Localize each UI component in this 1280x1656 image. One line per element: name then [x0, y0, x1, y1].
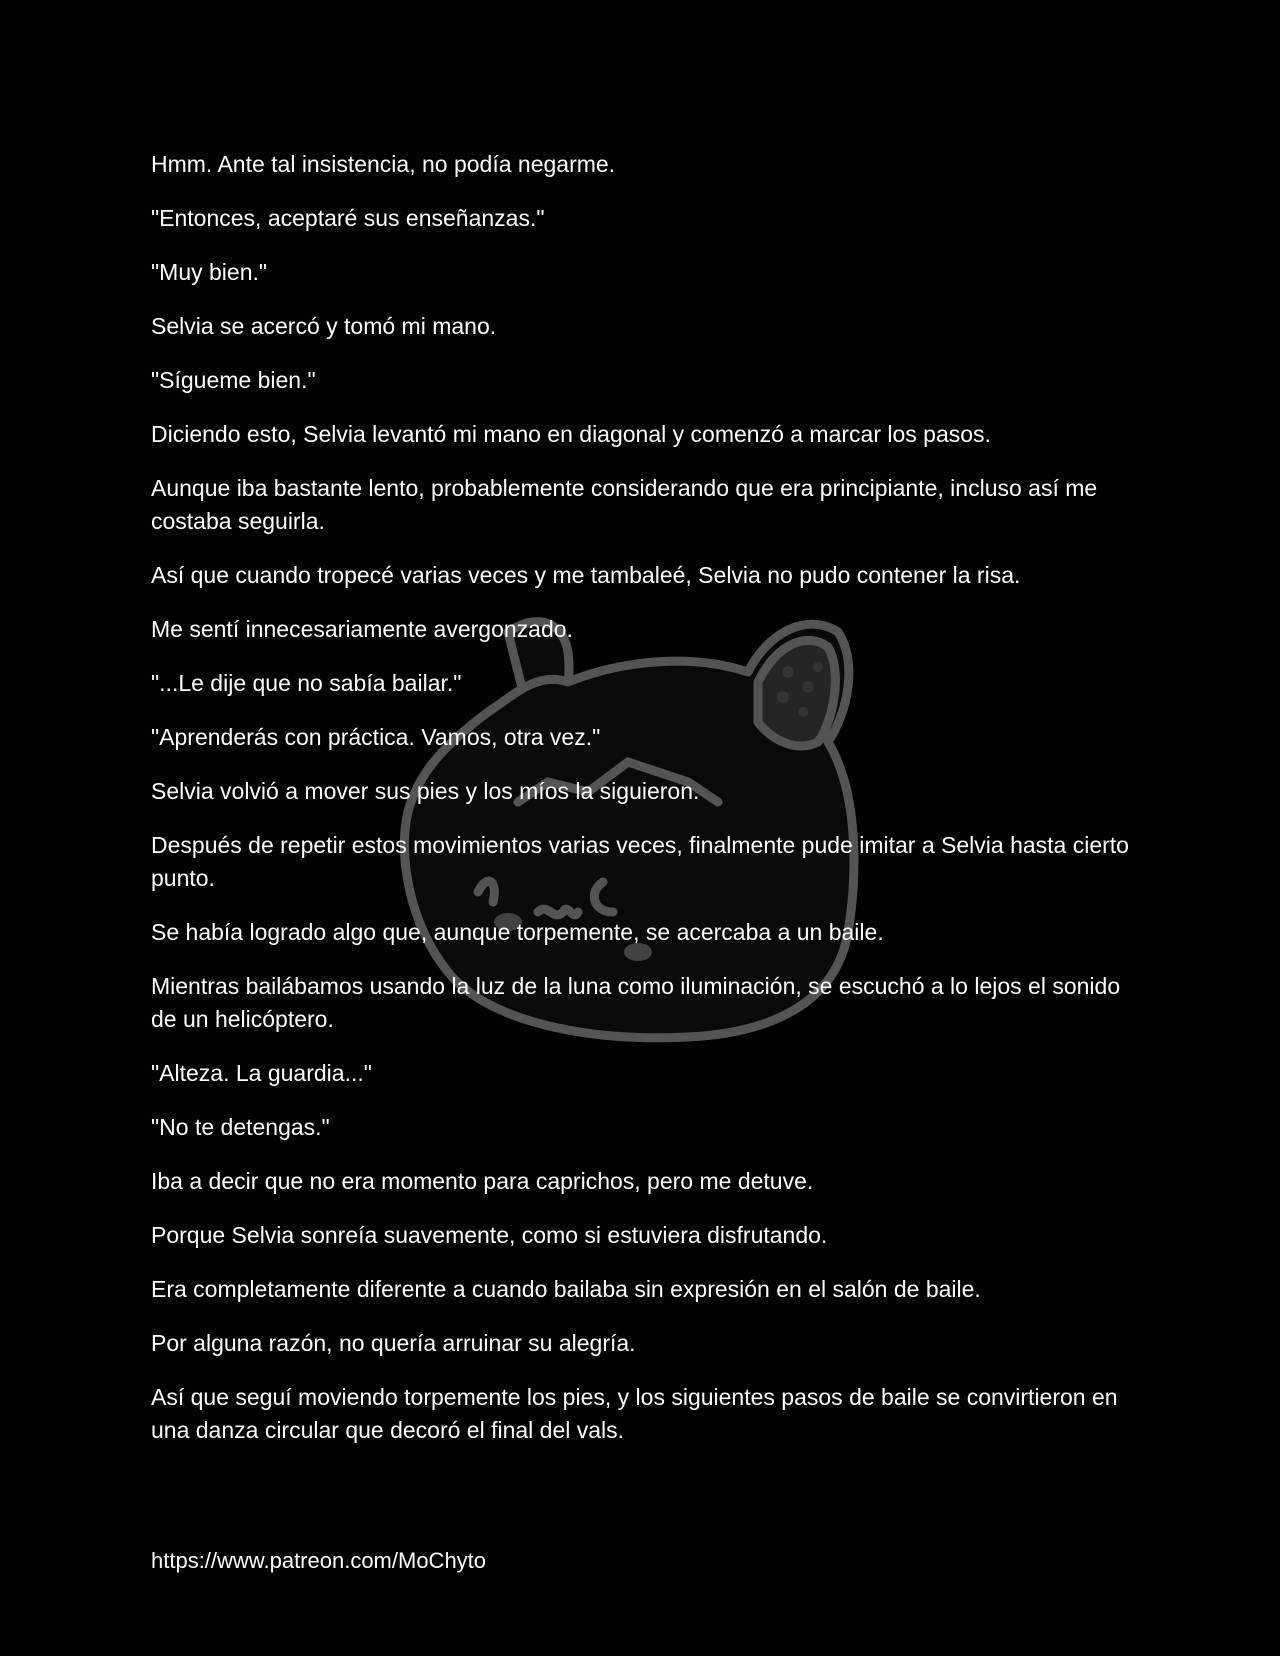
- paragraph: "No te detengas.": [151, 1114, 330, 1140]
- paragraph: Así que cuando tropecé varias veces y me tambaleé, Selvia no pudo contener la risa.: [151, 562, 1021, 588]
- patreon-link[interactable]: https://www.patreon.com/MoChyto: [151, 1548, 487, 1573]
- paragraph: Se había logrado algo que, aunque torpemente, se acercaba a un baile.: [151, 919, 884, 945]
- paragraph: "...Le dije que no sabía bailar.": [151, 670, 462, 696]
- paragraph: Hmm. Ante tal insistencia, no podía negarme.: [151, 151, 616, 177]
- paragraph: Por alguna razón, no quería arruinar su alegría.: [151, 1330, 636, 1356]
- paragraph: Aunque iba bastante lento, probablemente considerando que era principiante, incluso así me costaba seguirla.: [151, 475, 1098, 534]
- paragraph: "Alteza. La guardia...": [151, 1060, 372, 1086]
- paragraph: Así que seguí moviendo torpemente los pies, y los siguientes pasos de baile se convirtieron en una danza circular que decoró el final del vals.: [151, 1384, 1118, 1443]
- paragraph: "Entonces, aceptaré sus enseñanzas.": [151, 205, 545, 231]
- paragraph: Mientras bailábamos usando la luz de la luna como iluminación, se escuchó a lo lejos el sonido de un helicóptero.: [151, 973, 1121, 1032]
- paragraph: Selvia se acercó y tomó mi mano.: [151, 313, 497, 339]
- paragraph: "Sígueme bien.": [151, 367, 316, 393]
- paragraph: Después de repetir estos movimientos varias veces, finalmente pude imitar a Selvia hasta cierto punto.: [151, 832, 1129, 891]
- paragraph: Selvia volvió a mover sus pies y los míos la siguieron.: [151, 778, 700, 804]
- paragraph: "Aprenderás con práctica. Vamos, otra vez.": [151, 724, 601, 750]
- document-body: [151, 148, 1151, 1468]
- paragraph: Me sentí innecesariamente avergonzado.: [151, 616, 573, 642]
- paragraph: Porque Selvia sonreía suavemente, como si estuviera disfrutando.: [151, 1222, 828, 1248]
- paragraph: "Muy bien.": [151, 259, 268, 285]
- paragraph: Iba a decir que no era momento para caprichos, pero me detuve.: [151, 1168, 814, 1194]
- paragraph: Era completamente diferente a cuando bailaba sin expresión en el salón de baile.: [151, 1276, 981, 1302]
- paragraph: Diciendo esto, Selvia levantó mi mano en diagonal y comenzó a marcar los pasos.: [151, 421, 991, 447]
